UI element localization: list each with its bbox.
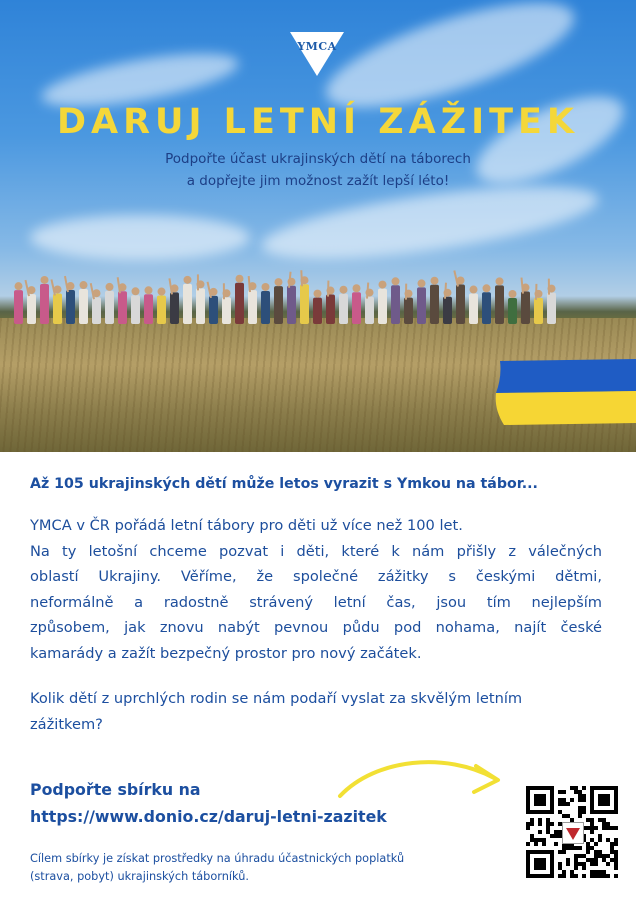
headline: DARUJ LETNÍ ZÁŽITEK — [56, 102, 580, 142]
footnote-line: (strava, pobyt) ukrajinských táborníků. — [30, 870, 249, 883]
paragraph-line: neformálně a radostně strávený letní čas, jsou tím nejlepším — [30, 593, 602, 611]
ymca-logo-text: YMCA — [297, 40, 337, 53]
subtitle-line: Podpořte účast ukrajinských dětí na táborech — [165, 151, 471, 167]
lead-heading: Až 105 ukrajinských dětí může letos vyrazit s Ymkou na tábor... — [30, 476, 538, 492]
ukraine-flag — [494, 357, 636, 425]
cloud — [30, 215, 250, 260]
subtitle-line: a dopřejte jim možnost zažít lepší léto! — [186, 173, 450, 189]
ymca-logo — [288, 30, 346, 78]
paragraph-line: způsobem, jak znovu nabýt pevnou půdu pod nohama, najít české — [30, 619, 602, 636]
question-line: Kolik dětí z uprchlých rodin se nám podaří vyslat za skvělým letním — [30, 690, 523, 707]
ymca-logo-icon — [562, 822, 584, 844]
paragraph-line: YMCA v ČR pořádá letní tábory pro děti už více než 100 let. — [30, 517, 463, 534]
subtitle — [0, 148, 636, 192]
paragraph-line: Na ty letošní chceme pozvat i děti, které k nám přišly z válečných — [30, 542, 602, 560]
question — [30, 686, 620, 738]
description-paragraph — [30, 513, 602, 666]
group-of-children — [0, 262, 636, 332]
footnote — [30, 850, 500, 886]
paragraph-line: oblastí Ukrajiny. Věříme, že společné zážitky s českými dětmi, — [30, 568, 602, 585]
footnote-line: Cílem sbírky je získat prostředky na úhradu účastnických poplatků — [30, 852, 405, 865]
question-line: zážitkem? — [30, 716, 103, 733]
call-to-action — [30, 776, 500, 830]
cta-line: Podpořte sbírku na — [30, 780, 201, 799]
paragraph-line: kamarády a zažít bezpečný prostor pro nový začátek. — [30, 644, 422, 662]
qr-code[interactable] — [526, 786, 618, 878]
donation-link[interactable]: https://www.donio.cz/daruj-letni-zazitek — [30, 807, 387, 826]
